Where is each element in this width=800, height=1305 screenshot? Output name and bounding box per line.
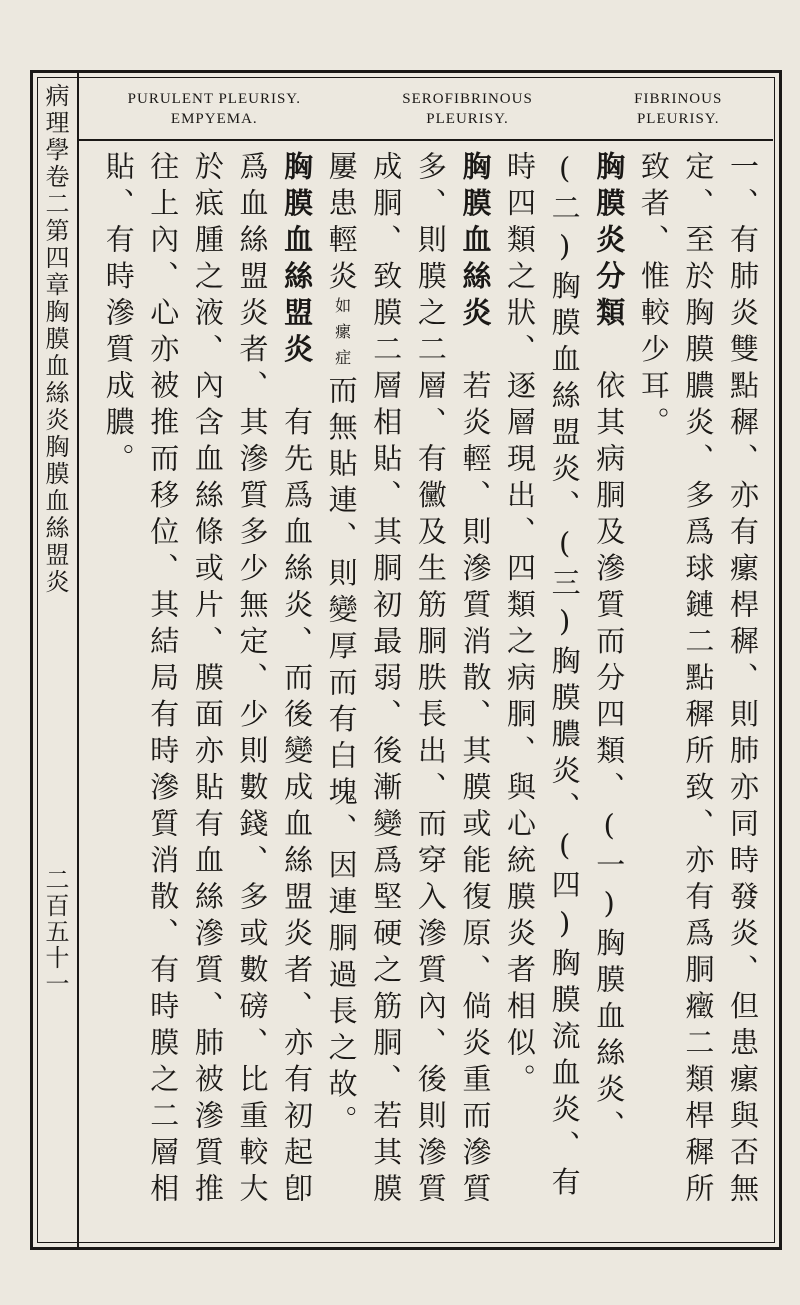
english-header: [77, 79, 773, 141]
paragraph-text: 有先爲血絲炎、而後變成血絲盟炎者、亦有初起卽爲血絲盟炎者、其滲質多少無定、少則數錢、多或數磅、比重較大於疷腫之液、內含血絲條或片、膜面亦貼有血絲滲質、肺被滲質推往上內、心亦被推而移位、其結局有時滲質消散、有時膜之二層相貼、有時滲質成膿。: [101, 151, 315, 1210]
page-number: 二百五十一: [41, 867, 69, 997]
paragraph: [96, 151, 319, 1239]
book-page: [30, 70, 782, 1250]
section-heading: 胸膜炎分類: [592, 151, 627, 334]
header-term: EMPYEMA.: [170, 111, 258, 127]
paragraph: [91, 151, 96, 1239]
header-term: PLEURISY.: [426, 111, 509, 127]
body-text: [91, 151, 765, 1239]
paragraph: 一、有肺炎雙點穉、亦有瘰桿穉、則肺亦同時發炎、但患瘰與否無定、至於胸膜膿炎、多爲球鏈二點穉所致、亦有爲胴癥二類桿穉所致者、惟較少耳。: [636, 151, 760, 1210]
header-fibrinous: [634, 89, 722, 129]
margin-column: [33, 73, 79, 1247]
section-heading: 胸膜血絲炎: [458, 151, 493, 334]
header-purulent: [128, 89, 301, 129]
paragraph: [497, 151, 631, 1239]
header-term: PURULENT PLEURISY.: [127, 91, 301, 107]
header-term: SEROFIBRINOUS: [402, 91, 533, 107]
header-term: PLEURISY.: [636, 111, 720, 127]
inline-note: 如瘰症: [332, 297, 352, 375]
running-title: 病理學卷二第四章胸膜血絲炎胸膜血絲盟炎: [41, 83, 69, 596]
section-heading: 胸膜血絲盟炎: [280, 151, 315, 370]
paragraph-text: 若炎輕、則滲質消散、其膜或能復原、倘炎重而滲質多、則膜之二層、有黴及生筋胴胅長出、而穿入滲質內、後則滲質成胴、致膜二層相貼、其胴初最弱、後漸變爲堅硬之筋胴、若其膜屢患輕炎: [324, 151, 493, 1210]
paragraph-text: 而無貼連、則變厚而有白塊、因連胴過長之故。: [324, 375, 359, 1142]
header-serofibrinous: [402, 89, 533, 129]
paragraph: [319, 151, 497, 1239]
header-term: FIBRINOUS: [634, 91, 723, 107]
paragraph-text: 依其病胴及滲質而分四類、(一)胸膜血絲炎、(二)胸膜血絲盟炎、(三)胸膜膿炎、(四)胸膜流血炎、有時四類之狀、逐層現出、四類之病胴、與心統膜炎者相似。: [503, 151, 627, 1203]
